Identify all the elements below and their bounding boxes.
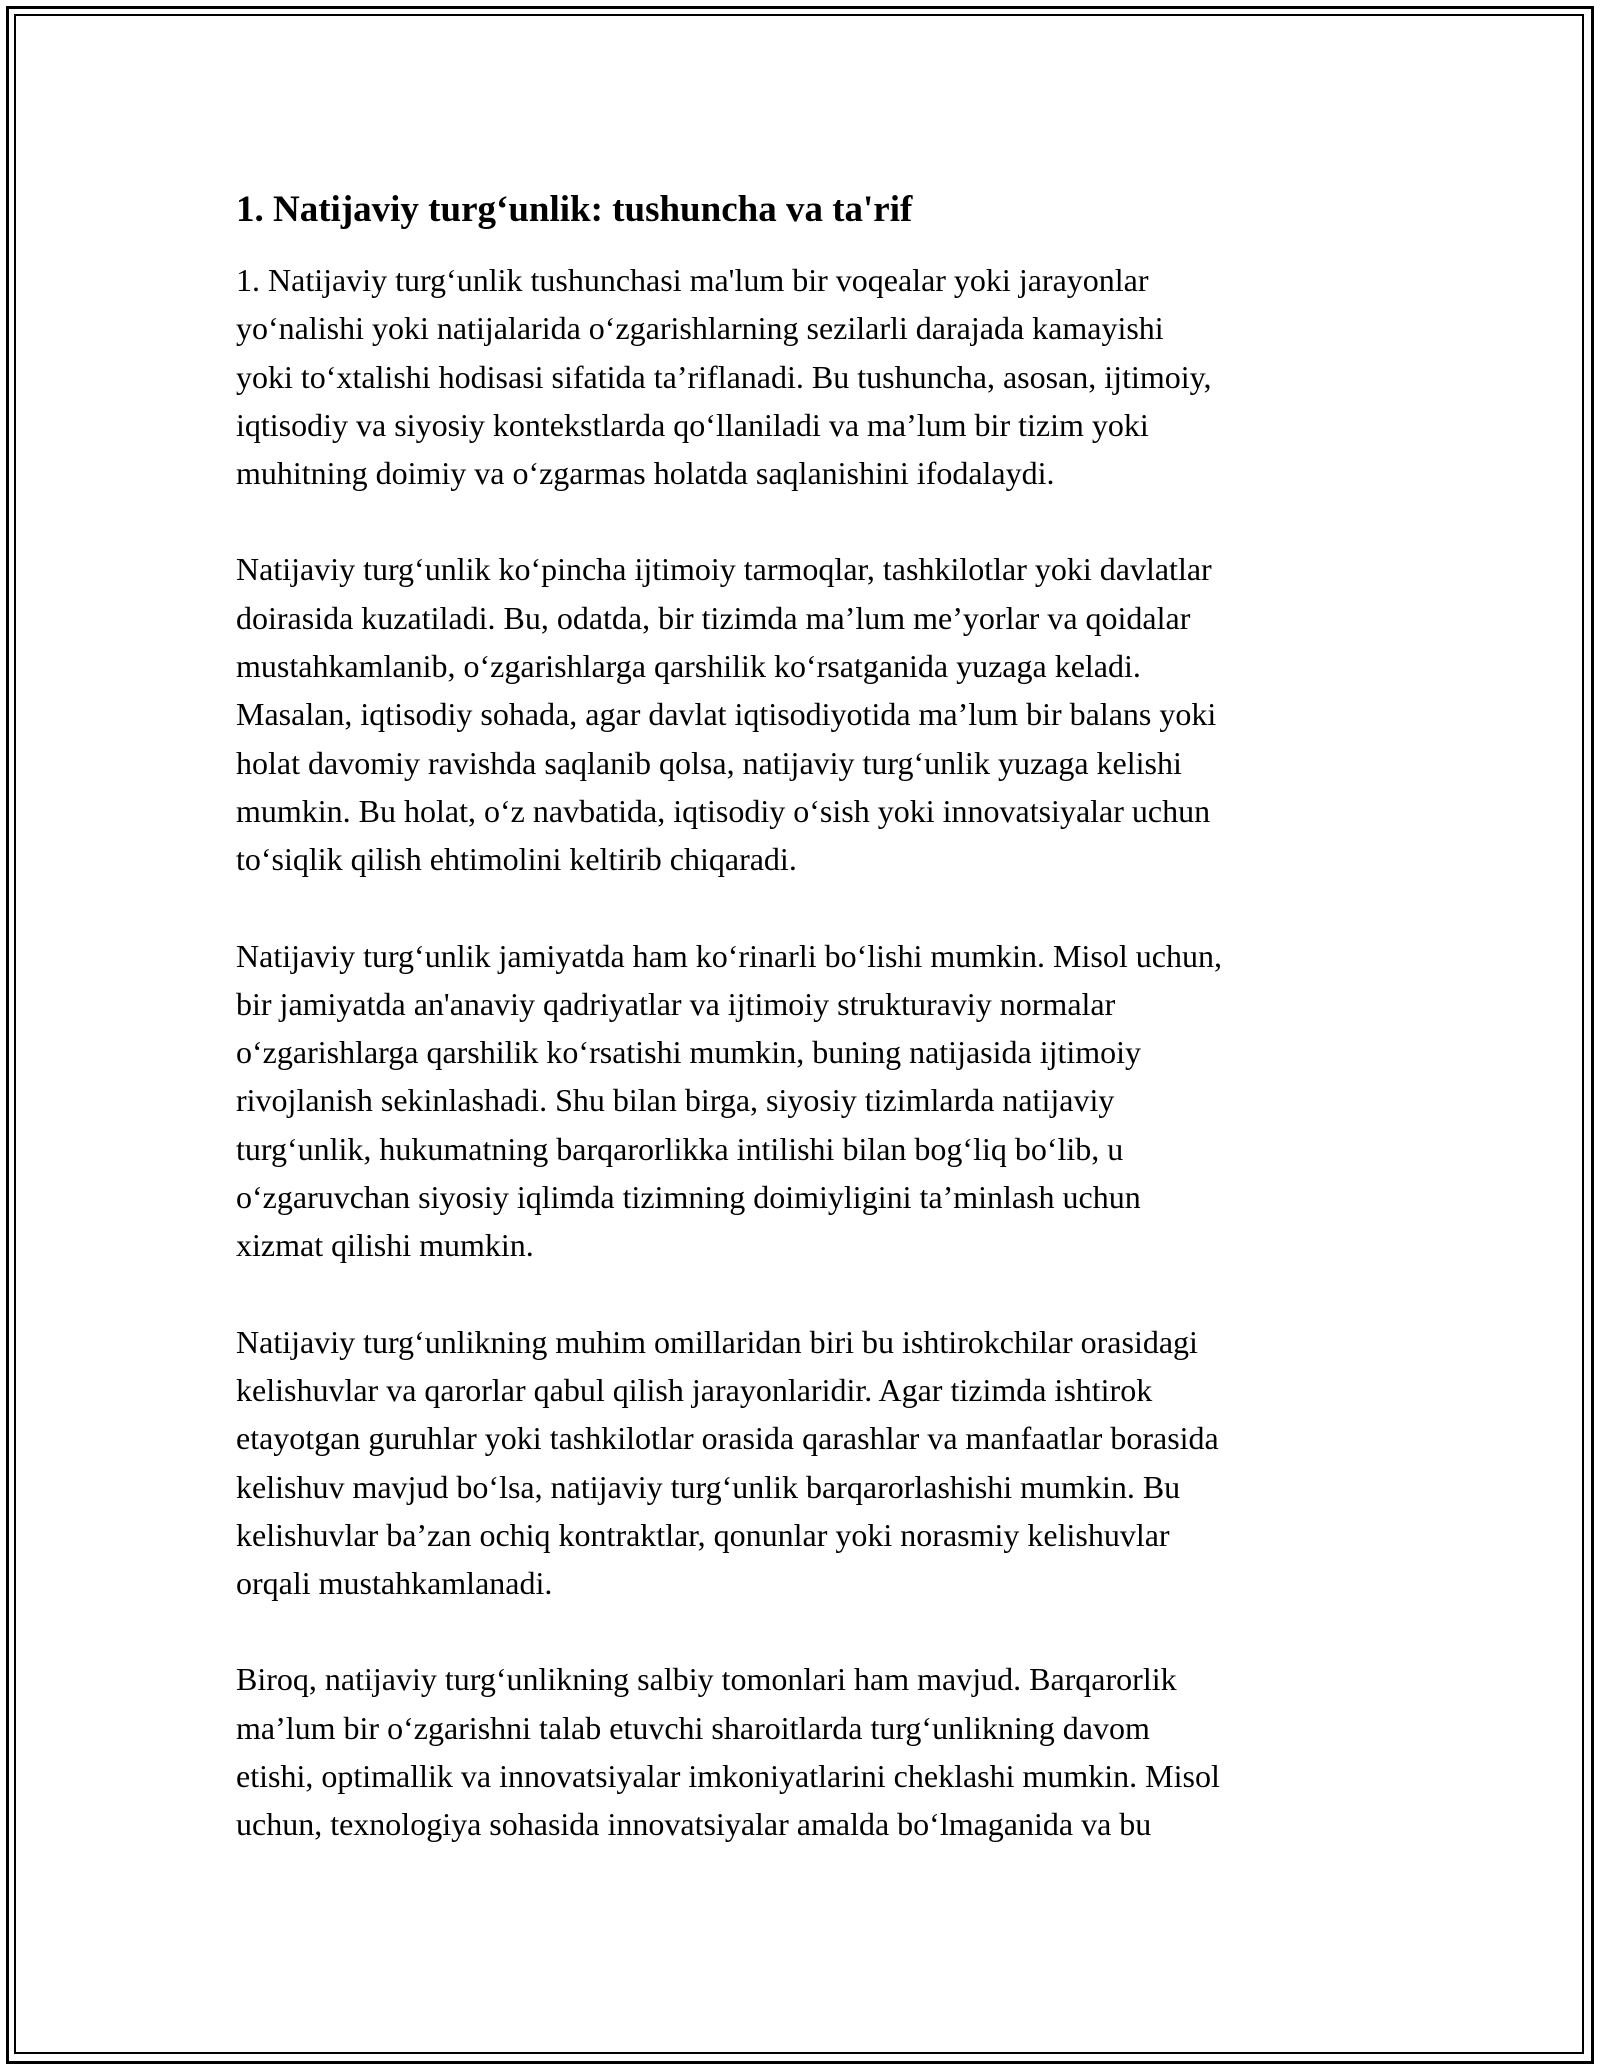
paragraph-4: Natijaviy turg‘unlikning muhim omillaridan biri bu ishtirokchilar orasidagi kelishuvlar va qarorlar qabul qilish jarayonlaridir. Agar tizimda ishtirok etayotgan guruhlar yoki tashkilotlar orasida qarashlar va manfaatlar borasida kelishuv mavjud bo‘lsa, natijaviy turg‘unlik barqarorlashishi mumkin. Bu kelishuvlar ba’zan ochiq kontraktlar, qonunlar yoki norasmiy kelishuvlar orqali mustahkamlanadi. xyxy=(236,1323,1219,1602)
paragraph-2: Natijaviy turg‘unlik ko‘pincha ijtimoiy tarmoqlar, tashkilotlar yoki davlatlar doirasida kuzatiladi. Bu, odatda, bir tizimda ma’lum me’yorlar va qoidalar mustahkamlanib, o‘zgarishlarga qarshilik ko‘rsatganida yuzaga keladi. Masalan, iqtisodiy sohada, agar davlat iqtisodiyotida ma’lum bir balans yoki holat davomiy ravishda saqlanib qolsa, natijaviy turg‘unlik yuzaga kelishi mumkin. Bu holat, o‘z navbatida, iqtisodiy o‘sish yoki innovatsiyalar uchun to‘siqlik qilish ehtimolini keltirib chiqaradi. xyxy=(236,551,1217,878)
paragraph-5: Biroq, natijaviy turg‘unlikning salbiy tomonlari ham mavjud. Barqarorlik ma’lum bir o‘zgarishni talab etuvchi sharoitlarda turg‘unlikning davom etishi, optimallik va innovatsiyalar imkoniyatlarini cheklashi mumkin. Misol uchun, texnologiya sohasida innovatsiyalar amalda bo‘lmaganida va bu xyxy=(236,1661,1220,1843)
section-heading: 1. Natijaviy turg‘unlik: tushuncha va ta'rif xyxy=(236,189,913,230)
document-body xyxy=(236,186,1376,1897)
paragraph-3: Natijaviy turg‘unlik jamiyatda ham ko‘rinarli bo‘lishi mumkin. Misol uchun, bir jamiyatda an'anaviy qadriyatlar va ijtimoiy strukturaviy normalar o‘zgarishlarga qarshilik ko‘rsatishi mumkin, buning natijasida ijtimoiy rivojlanish sekinlashadi. Shu bilan birga, siyosiy tizimlarda natijaviy turg‘unlik, hukumatning barqarorlikka intilishi bilan bog‘liq bo‘lib, u o‘zgaruvchan siyosiy iqlimda tizimning doimiyligini ta’minlash uchun xizmat qilishi mumkin. xyxy=(236,937,1222,1264)
paragraph-1: 1. Natijaviy turg‘unlik tushunchasi ma'lum bir voqealar yoki jarayonlar yo‘nalishi yoki natijalarida o‘zgarishlarning sezilarli darajada kamayishi yoki to‘xtalishi hodisasi sifatida ta’riflanadi. Bu tushuncha, asosan, ijtimoiy, iqtisodiy va siyosiy kontekstlarda qo‘llaniladi va ma’lum bir tizim yoki muhitning doimiy va o‘zgarmas holatda saqlanishini ifodalaydi. xyxy=(236,262,1212,492)
